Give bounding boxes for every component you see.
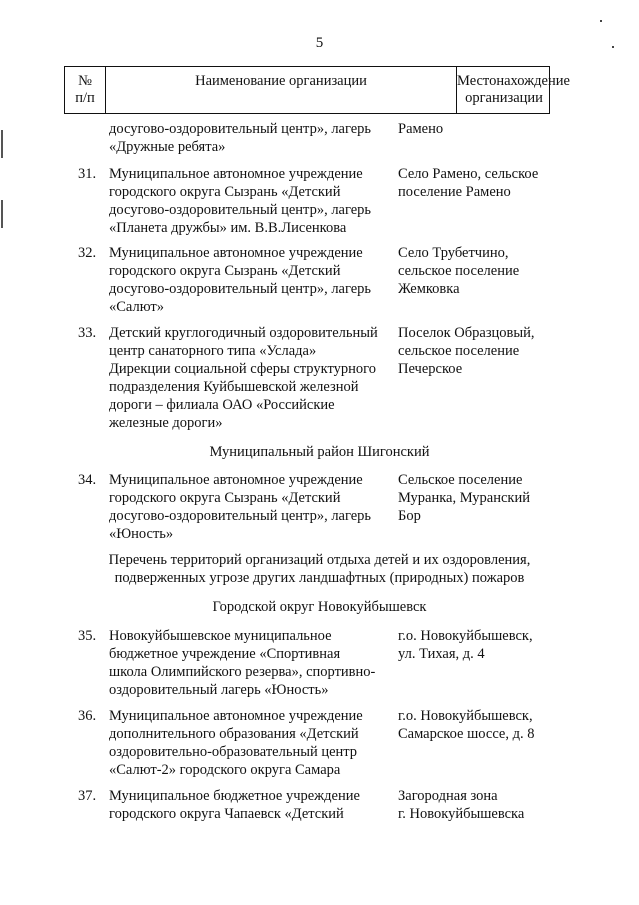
text-line: Загородная зона	[398, 788, 498, 804]
text-line: дополнительного образования «Детский	[109, 726, 359, 742]
text-line: Самарское шоссе, д. 8	[398, 726, 535, 742]
text-line: Бор	[398, 508, 421, 524]
text-line: «Планета дружбы» им. В.В.Лисенкова	[109, 220, 347, 236]
text-line: досугово-оздоровительный центр», лагерь	[109, 281, 372, 297]
row-number: 36.	[78, 708, 97, 724]
text-line: Дирекции социальной сферы структурного	[109, 361, 376, 377]
text-line: Село Трубетчино,	[398, 245, 509, 261]
text-line: «Салют-2» городского округа Самара	[109, 762, 341, 778]
text-line: «Дружные ребята»	[109, 139, 226, 155]
page-number: 5	[315, 35, 324, 51]
text-line: Жемковка	[398, 281, 460, 297]
scan-dot	[612, 46, 614, 48]
row-number: 37.	[78, 788, 97, 804]
text-line: Муниципальное автономное учреждение	[109, 472, 363, 488]
text-line: Муниципальное автономное учреждение	[109, 708, 363, 724]
text-line: досугово-оздоровительный центр», лагерь	[109, 121, 372, 137]
text-line: Село Рамено, сельское	[398, 166, 539, 182]
section-heading	[0, 598, 639, 616]
org-location	[398, 165, 568, 201]
text-line: «Юность»	[109, 526, 174, 542]
org-location	[398, 627, 568, 663]
org-location	[398, 324, 568, 378]
header-text: п/п	[75, 90, 95, 106]
text-line: Сельское поселение	[398, 472, 523, 488]
text-line: Муранка, Муранский	[398, 490, 530, 506]
table-header	[64, 66, 570, 114]
org-location	[398, 707, 568, 743]
text-line: Муниципальное автономное учреждение	[109, 166, 363, 182]
text-line: ул. Тихая, д. 4	[398, 646, 485, 662]
text-line: сельское поселение	[398, 263, 520, 279]
margin-mark	[1, 130, 3, 158]
scan-dot	[600, 20, 602, 22]
org-name	[109, 707, 399, 779]
heading-text: подверженных угрозе других ландшафтных (природных) пожаров	[114, 570, 525, 586]
text-line: бюджетное учреждение «Спортивная	[109, 646, 341, 662]
text-line: дороги – филиала ОАО «Российские	[109, 397, 335, 413]
text-line: г.о. Новокуйбышевск,	[398, 708, 533, 724]
text-line: оздоровительный лагерь «Юность»	[109, 682, 329, 698]
text-line: Муниципальное автономное учреждение	[109, 245, 363, 261]
org-location	[398, 471, 568, 525]
heading-text: Городской округ Новокуйбышевск	[212, 599, 427, 615]
text-line: «Салют»	[109, 299, 164, 315]
org-name	[109, 471, 399, 543]
text-line: центр санаторного типа «Услада»	[109, 343, 317, 359]
text-line: Детский круглогодичный оздоровительный	[109, 325, 378, 341]
org-name	[109, 324, 399, 432]
org-name	[109, 120, 399, 156]
org-name	[109, 787, 399, 823]
text-line: досугово-оздоровительный центр», лагерь	[109, 508, 372, 524]
text-line: Муниципальное бюджетное учреждение	[109, 788, 360, 804]
text-line: поселение Рамено	[398, 184, 511, 200]
header-name-cell	[106, 67, 457, 113]
org-name	[109, 244, 399, 316]
header-text: организации	[465, 90, 543, 106]
list-title	[0, 551, 639, 587]
row-number: 31.	[78, 166, 97, 182]
row-number: 33.	[78, 325, 97, 341]
text-line: Печерское	[398, 361, 463, 377]
text-line: городского округа Сызрань «Детский	[109, 263, 341, 279]
section-heading	[0, 443, 639, 461]
margin-mark	[1, 200, 3, 228]
org-location	[398, 120, 568, 138]
text-line: оздоровительно-образовательный центр	[109, 744, 358, 760]
text-line: сельское поселение	[398, 343, 520, 359]
text-line: городского округа Сызрань «Детский	[109, 184, 341, 200]
text-line: городского округа Чапаевск «Детский	[109, 806, 344, 822]
org-name	[109, 627, 399, 699]
header-text: Наименование организации	[195, 73, 367, 89]
row-number: 35.	[78, 628, 97, 644]
text-line: подразделения Куйбышевской железной	[109, 379, 359, 395]
text-line: Поселок Образцовый,	[398, 325, 535, 341]
org-name	[109, 165, 399, 237]
text-line: Рамено	[398, 121, 444, 137]
header-text: Местонахождение	[457, 73, 570, 89]
text-line: школа Олимпийского резерва», спортивно-	[109, 664, 376, 680]
text-line: Новокуйбышевское муниципальное	[109, 628, 332, 644]
text-line: г. Новокуйбышевска	[398, 806, 525, 822]
org-location	[398, 244, 568, 298]
org-location	[398, 787, 568, 823]
row-number: 34.	[78, 472, 97, 488]
text-line: досугово-оздоровительный центр», лагерь	[109, 202, 372, 218]
header-location-cell	[457, 67, 570, 113]
text-line: городского округа Сызрань «Детский	[109, 490, 341, 506]
header-number-cell	[65, 67, 106, 113]
heading-text: Перечень территорий организаций отдыха детей и их оздоровления,	[108, 552, 531, 568]
heading-text: Муниципальный район Шигонский	[209, 444, 430, 460]
header-text: №	[78, 73, 92, 89]
text-line: г.о. Новокуйбышевск,	[398, 628, 533, 644]
row-number: 32.	[78, 245, 97, 261]
text-line: железные дороги»	[109, 415, 223, 431]
